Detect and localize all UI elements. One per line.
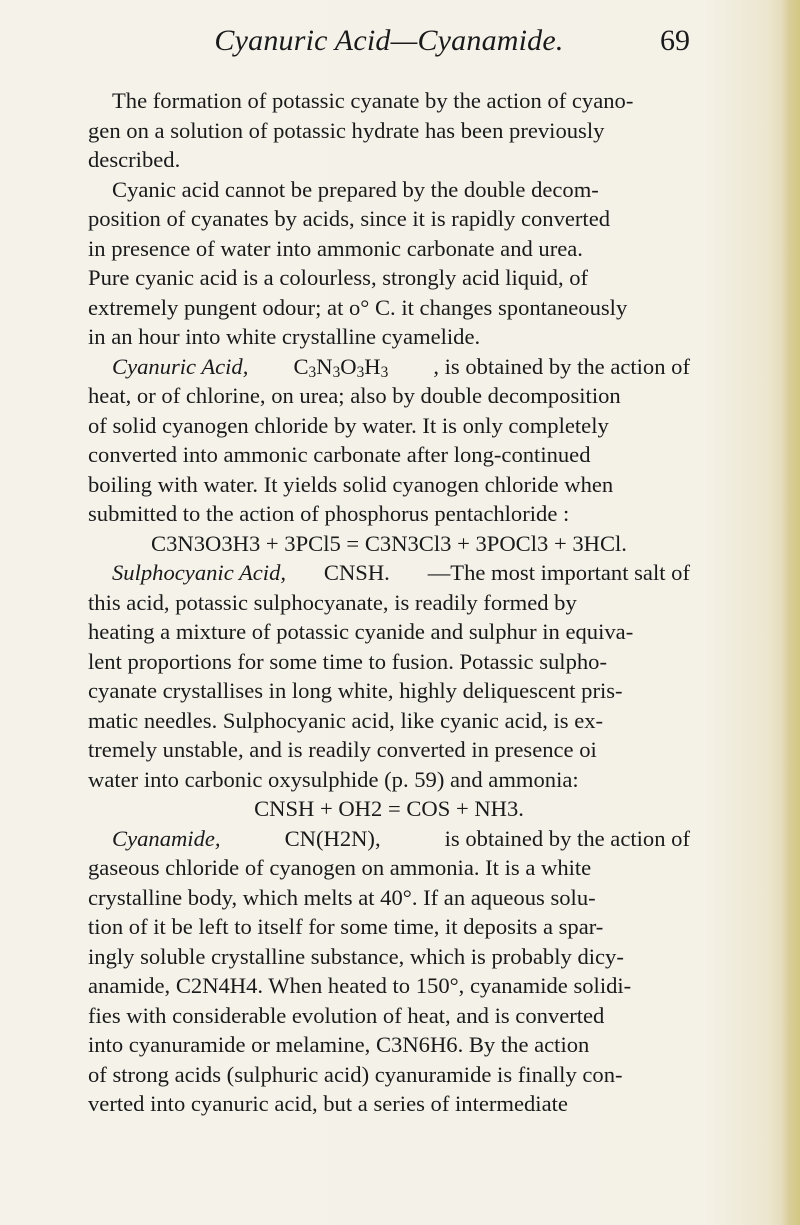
paragraph-5-line-1-rest: is obtained by the action of — [444, 825, 690, 851]
formula-subscript-c: 3 — [308, 363, 317, 381]
running-title: Cyanuric Acid—Cyanamide. — [214, 24, 564, 57]
paragraph-3-line-2: heat, or of chlorine, on urea; also by double decomposition — [88, 383, 621, 408]
equation-1: C3N3O3H3 + 3PCl5 = C3N3Cl3 + 3POCl3 + 3HCl. — [151, 530, 627, 556]
paragraph-4-line-1-rest: —The most important salt of — [427, 560, 690, 585]
page-edge — [780, 0, 800, 1225]
paragraph-1-line-2: gen on a solution of potassic hydrate has been previously — [88, 117, 605, 143]
formula-subscript-n: 3 — [332, 363, 341, 381]
paragraph-3-line-4: converted into ammonic carbonate after long-continued — [88, 442, 591, 467]
cyanamide-formula: CN(H2N), — [284, 825, 381, 851]
paragraph-4-line-8: water into carbonic oxysulphide (p. 59) and ammonia: — [88, 766, 579, 792]
formula-element-o: O — [340, 353, 357, 379]
paragraph-4-line-7: tremely unstable, and is readily converted in presence oi — [88, 737, 597, 762]
paragraph-3-line-3: of solid cyanogen chloride by water. It is only completely — [88, 412, 609, 438]
paragraph-5-line-6: anamide, C2N4H4. When heated to 150°, cyanamide solidi- — [88, 973, 632, 998]
paragraph-5-line-9: of strong acids (sulphuric acid) cyanuramide is finally con- — [88, 1061, 623, 1087]
paragraph-4-line-3: heating a mixture of potassic cyanide and sulphur in equiva- — [88, 619, 634, 644]
paragraph-4-line-5: cyanate crystallises in long white, highly deliquescent pris- — [88, 678, 623, 703]
paragraph-4-line-4: lent proportions for some time to fusion. Potassic sulpho- — [88, 648, 607, 674]
cyanuric-acid-heading: Cyanuric Acid, — [112, 353, 249, 379]
paragraph-5-line-5: ingly soluble crystalline substance, which is probably dicy- — [88, 943, 624, 969]
paragraph-3-line-1 — [88, 352, 690, 382]
paragraph-5-line-1 — [88, 824, 690, 854]
paragraph-5-line-3: crystalline body, which melts at 40°. If an aqueous solu- — [88, 884, 596, 910]
paragraph-5-line-10: verted into cyanuric acid, but a series of intermediate — [88, 1091, 568, 1116]
paragraph-2-line-4: Pure cyanic acid is a colourless, strongly acid liquid, of — [88, 265, 589, 290]
paragraph-4-line-1 — [88, 558, 690, 588]
formula-subscript-h: 3 — [380, 363, 389, 381]
page-number: 69 — [660, 24, 690, 57]
paragraph-4-line-2: this acid, potassic sulphocyanate, is readily formed by — [88, 589, 577, 615]
formula-element-h: H — [364, 353, 381, 379]
equation-2: CNSH + OH2 = COS + NH3. — [254, 796, 524, 821]
paragraph-5-line-4: tion of it be left to itself for some time, it deposits a spar- — [88, 914, 604, 939]
paragraph-2-line-6: in an hour into white crystalline cyamelide. — [88, 324, 481, 349]
paragraph-5-line-7: fies with considerable evolution of heat, and is converted — [88, 1002, 605, 1028]
paragraph-3-line-6: submitted to the action of phosphorus pentachloride : — [88, 501, 570, 526]
running-head — [88, 24, 690, 66]
cyanamide-heading: Cyanamide, — [112, 825, 221, 851]
sulphocyanic-acid-formula: CNSH. — [323, 560, 390, 585]
paragraph-3-line-5: boiling with water. It yields solid cyanogen chloride when — [88, 471, 614, 497]
paragraph-1-line-1: The formation of potassic cyanate by the action of cyano- — [112, 88, 634, 113]
formula-subscript-o: 3 — [356, 363, 365, 381]
paragraph-2-line-5: extremely pungent odour; at o° C. it changes spontaneously — [88, 294, 628, 320]
sulphocyanic-acid-heading: Sulphocyanic Acid, — [112, 560, 287, 585]
paragraph-5-line-8: into cyanuramide or melamine, C3N6H6. By the action — [88, 1032, 590, 1057]
paragraph-1-line-3: described. — [88, 147, 181, 172]
paragraph-2-line-3: in presence of water into ammonic carbonate and urea. — [88, 235, 583, 261]
paragraph-2-line-2: position of cyanates by acids, since it is rapidly converted — [88, 206, 611, 231]
paragraph-2-line-1: Cyanic acid cannot be prepared by the double decom- — [112, 176, 599, 202]
paragraph-4-line-6: matic needles. Sulphocyanic acid, like cyanic acid, is ex- — [88, 707, 604, 733]
formula-element-n: N — [316, 353, 333, 379]
cyanuric-acid-formula — [293, 352, 388, 382]
body-text — [88, 86, 690, 1119]
formula-element-c: C — [293, 353, 309, 379]
paragraph-5-line-2: gaseous chloride of cyanogen on ammonia. It is a white — [88, 855, 592, 880]
paragraph-3-line-1-rest: , is obtained by the action of — [433, 353, 690, 379]
